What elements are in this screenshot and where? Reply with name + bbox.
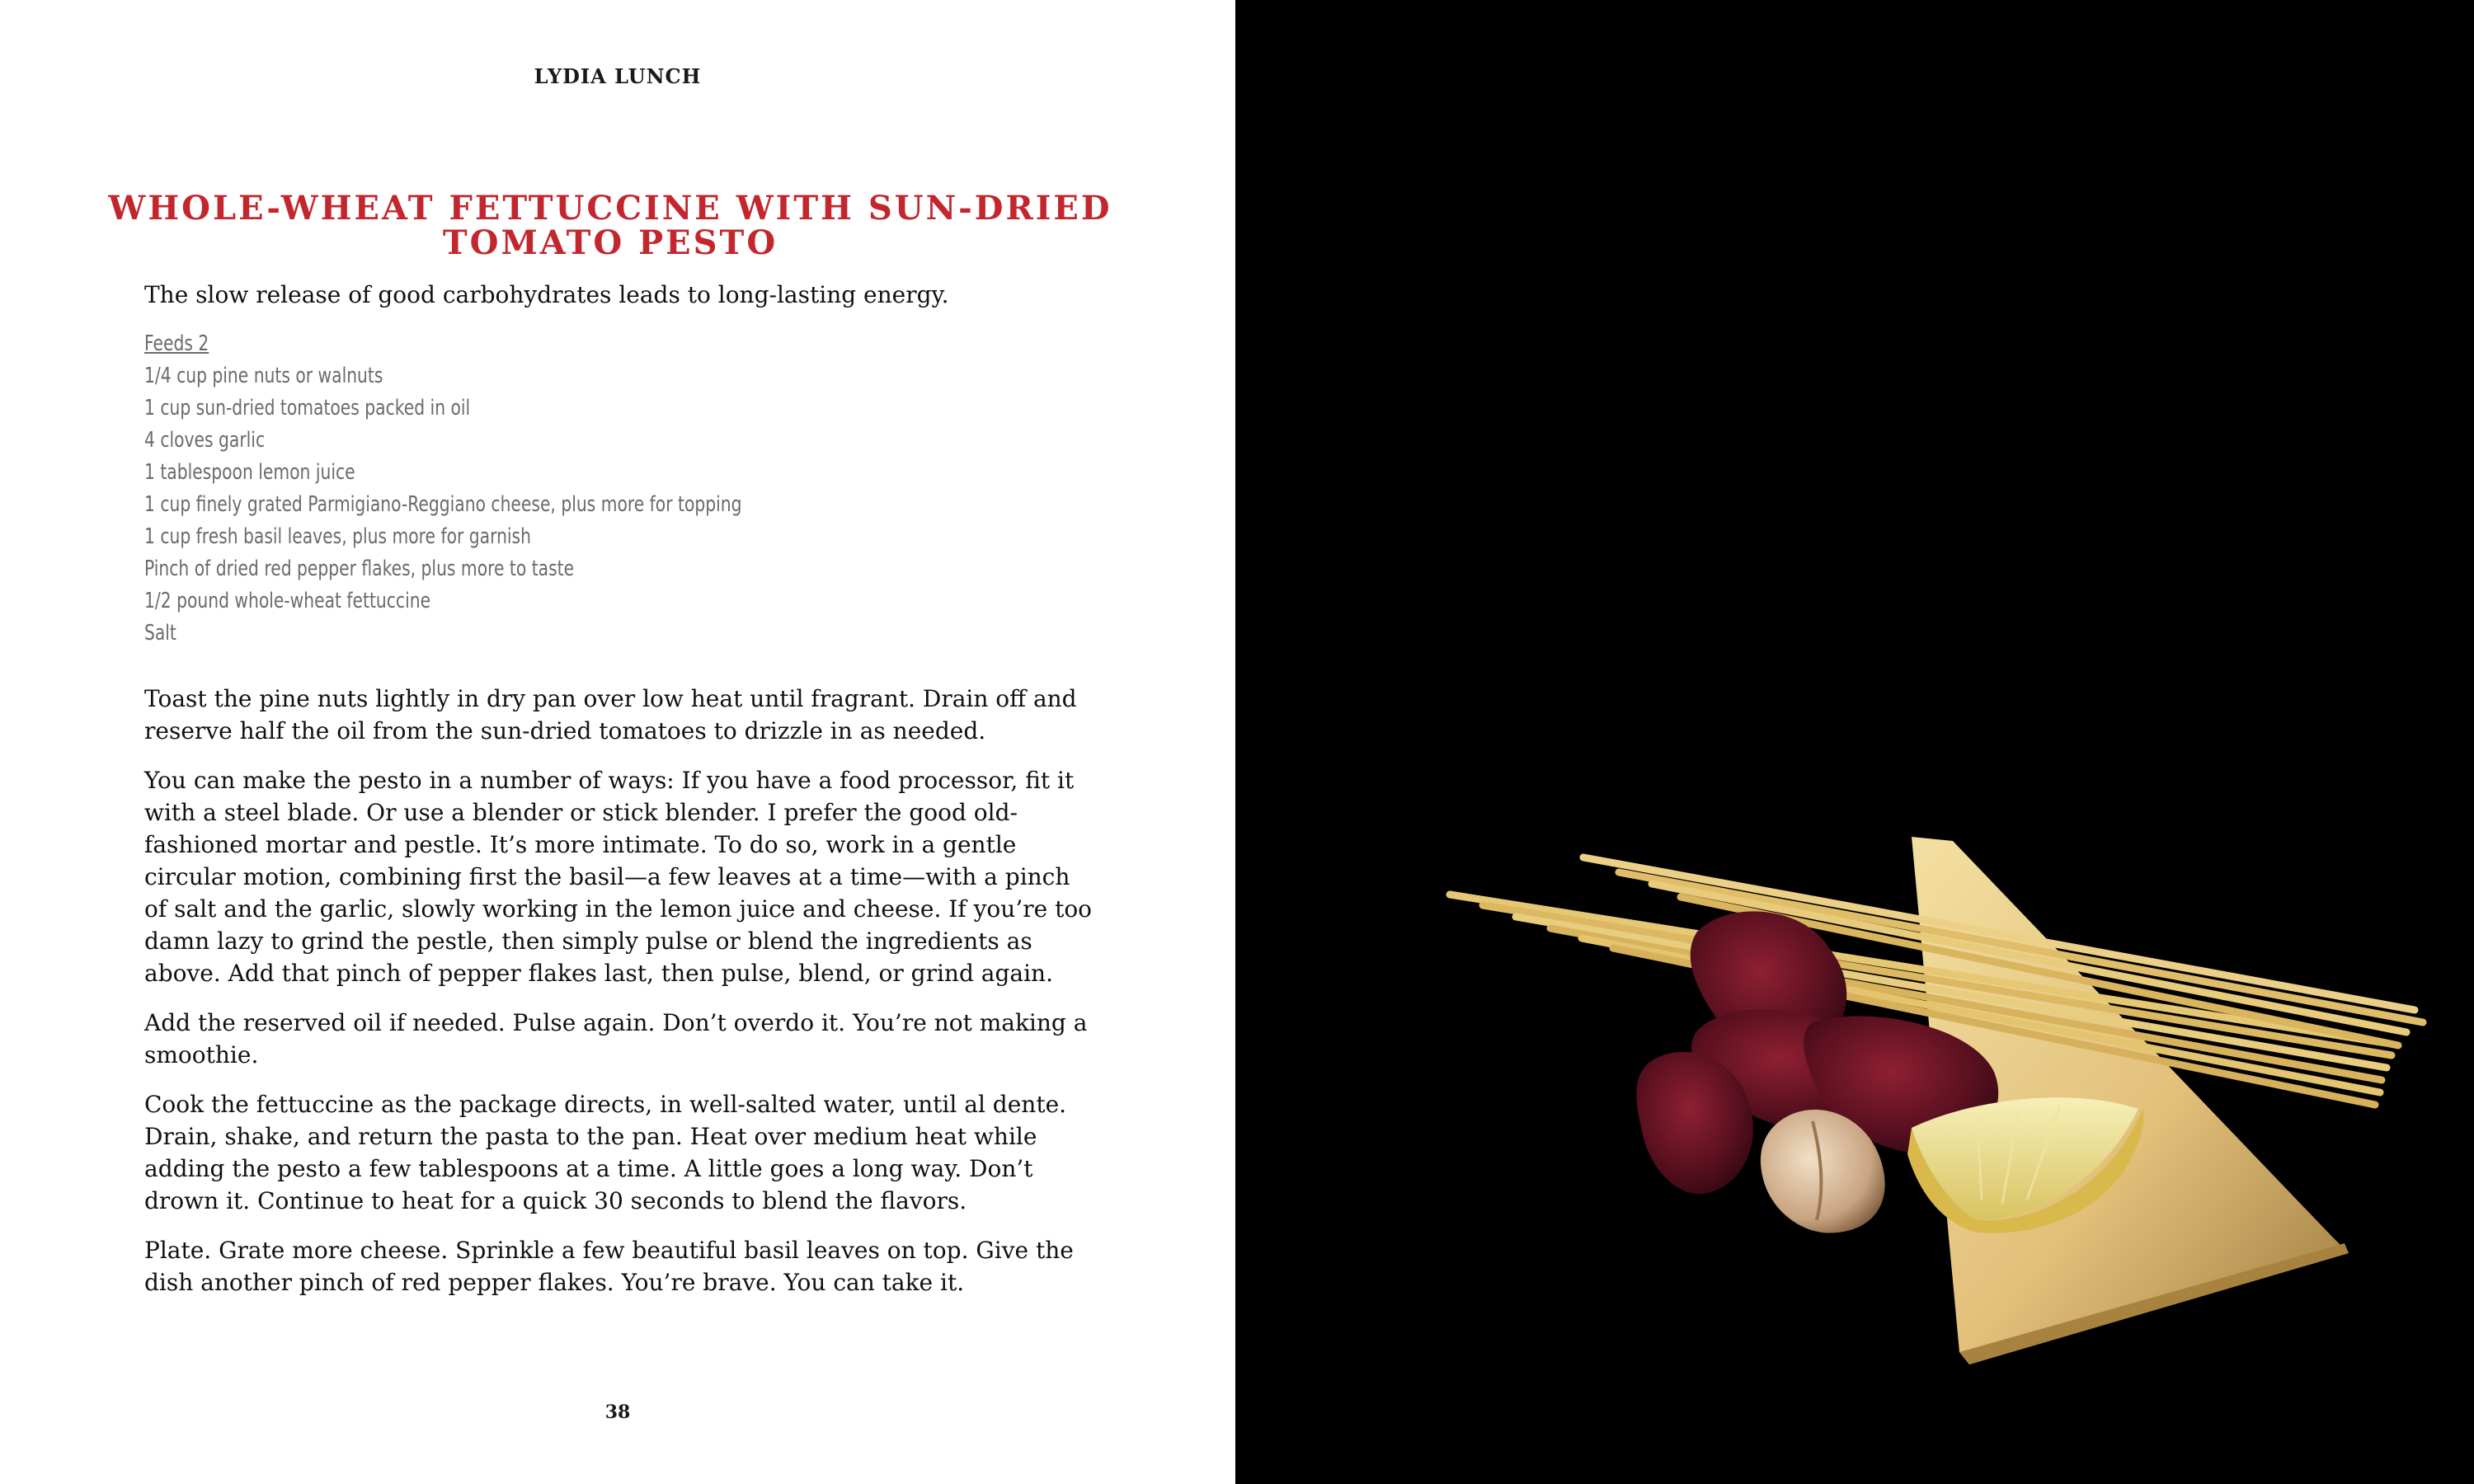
photo-page	[1235, 0, 2474, 1484]
ingredient-item: 4 cloves garlic	[144, 428, 266, 453]
recipe-title: WHOLE-WHEAT FETTUCCINE WITH SUN-DRIED TOMATO PESTO	[108, 189, 1112, 262]
method-steps	[144, 683, 1093, 1316]
ingredient-item: Pinch of dried red pepper flakes, plus more to taste	[144, 556, 575, 581]
method-paragraph: Plate. Grate more cheese. Sprinkle a few beautiful basil leaves on top. Give the dish another pinch of red pepper flakes. You’re brave. You can take it.	[144, 1237, 1074, 1296]
ingredient-item: 1/2 pound whole-wheat fettuccine	[144, 589, 431, 613]
recipe-intro: The slow release of good carbohydrates leads to long-lasting energy.	[144, 281, 949, 308]
method-paragraph: You can make the pesto in a number of ways: If you have a food processor, fit it with a steel blade. Or use a blender or stick blender. I prefer the good old-fashioned mortar and pestle. It’s more intimate. To do so, work in a gentle circular motion, combining first the basil—a few leaves at a time—with a pinch of salt and the garlic, slowly working in the lemon juice and cheese. If you’re too damn lazy to grind the pestle, then simply pulse or blend the ingredients as above. Add that pinch of pepper flakes last, then pulse, blend, or grind again.	[144, 767, 1093, 987]
ingredient-item: Salt	[144, 621, 176, 646]
ingredient-item: 1/4 cup pine nuts or walnuts	[144, 364, 383, 388]
page-number: 38	[604, 1402, 631, 1423]
ingredient-list	[144, 328, 897, 650]
running-head: LYDIA LUNCH	[534, 64, 702, 88]
ingredient-item: 1 cup fresh basil leaves, plus more for garnish	[144, 524, 531, 549]
serves-label: Feeds 2	[144, 331, 209, 356]
left-page	[0, 0, 1235, 1484]
ingredients-photo	[1235, 0, 2474, 1484]
method-paragraph: Add the reserved oil if needed. Pulse again. Don’t overdo it. You’re not making a smoothie.	[144, 1009, 1088, 1068]
method-paragraph: Cook the fettuccine as the package directs, in well-salted water, until al dente. Drain, shake, and return the pasta to the pan. Heat over medium heat while adding the pesto a few tablespoons at a time. A little goes a long way. Don’t drown it. Continue to heat for a quick 30 seconds to blend the flavors.	[144, 1091, 1067, 1214]
ingredient-item: 1 cup sun-dried tomatoes packed in oil	[144, 396, 471, 420]
method-paragraph: Toast the pine nuts lightly in dry pan over low heat until fragrant. Drain off and reserve half the oil from the sun-dried tomatoes to drizzle in as needed.	[144, 685, 1077, 744]
ingredient-item: 1 tablespoon lemon juice	[144, 460, 355, 485]
ingredient-item: 1 cup finely grated Parmigiano-Reggiano cheese, plus more for topping	[144, 492, 742, 517]
